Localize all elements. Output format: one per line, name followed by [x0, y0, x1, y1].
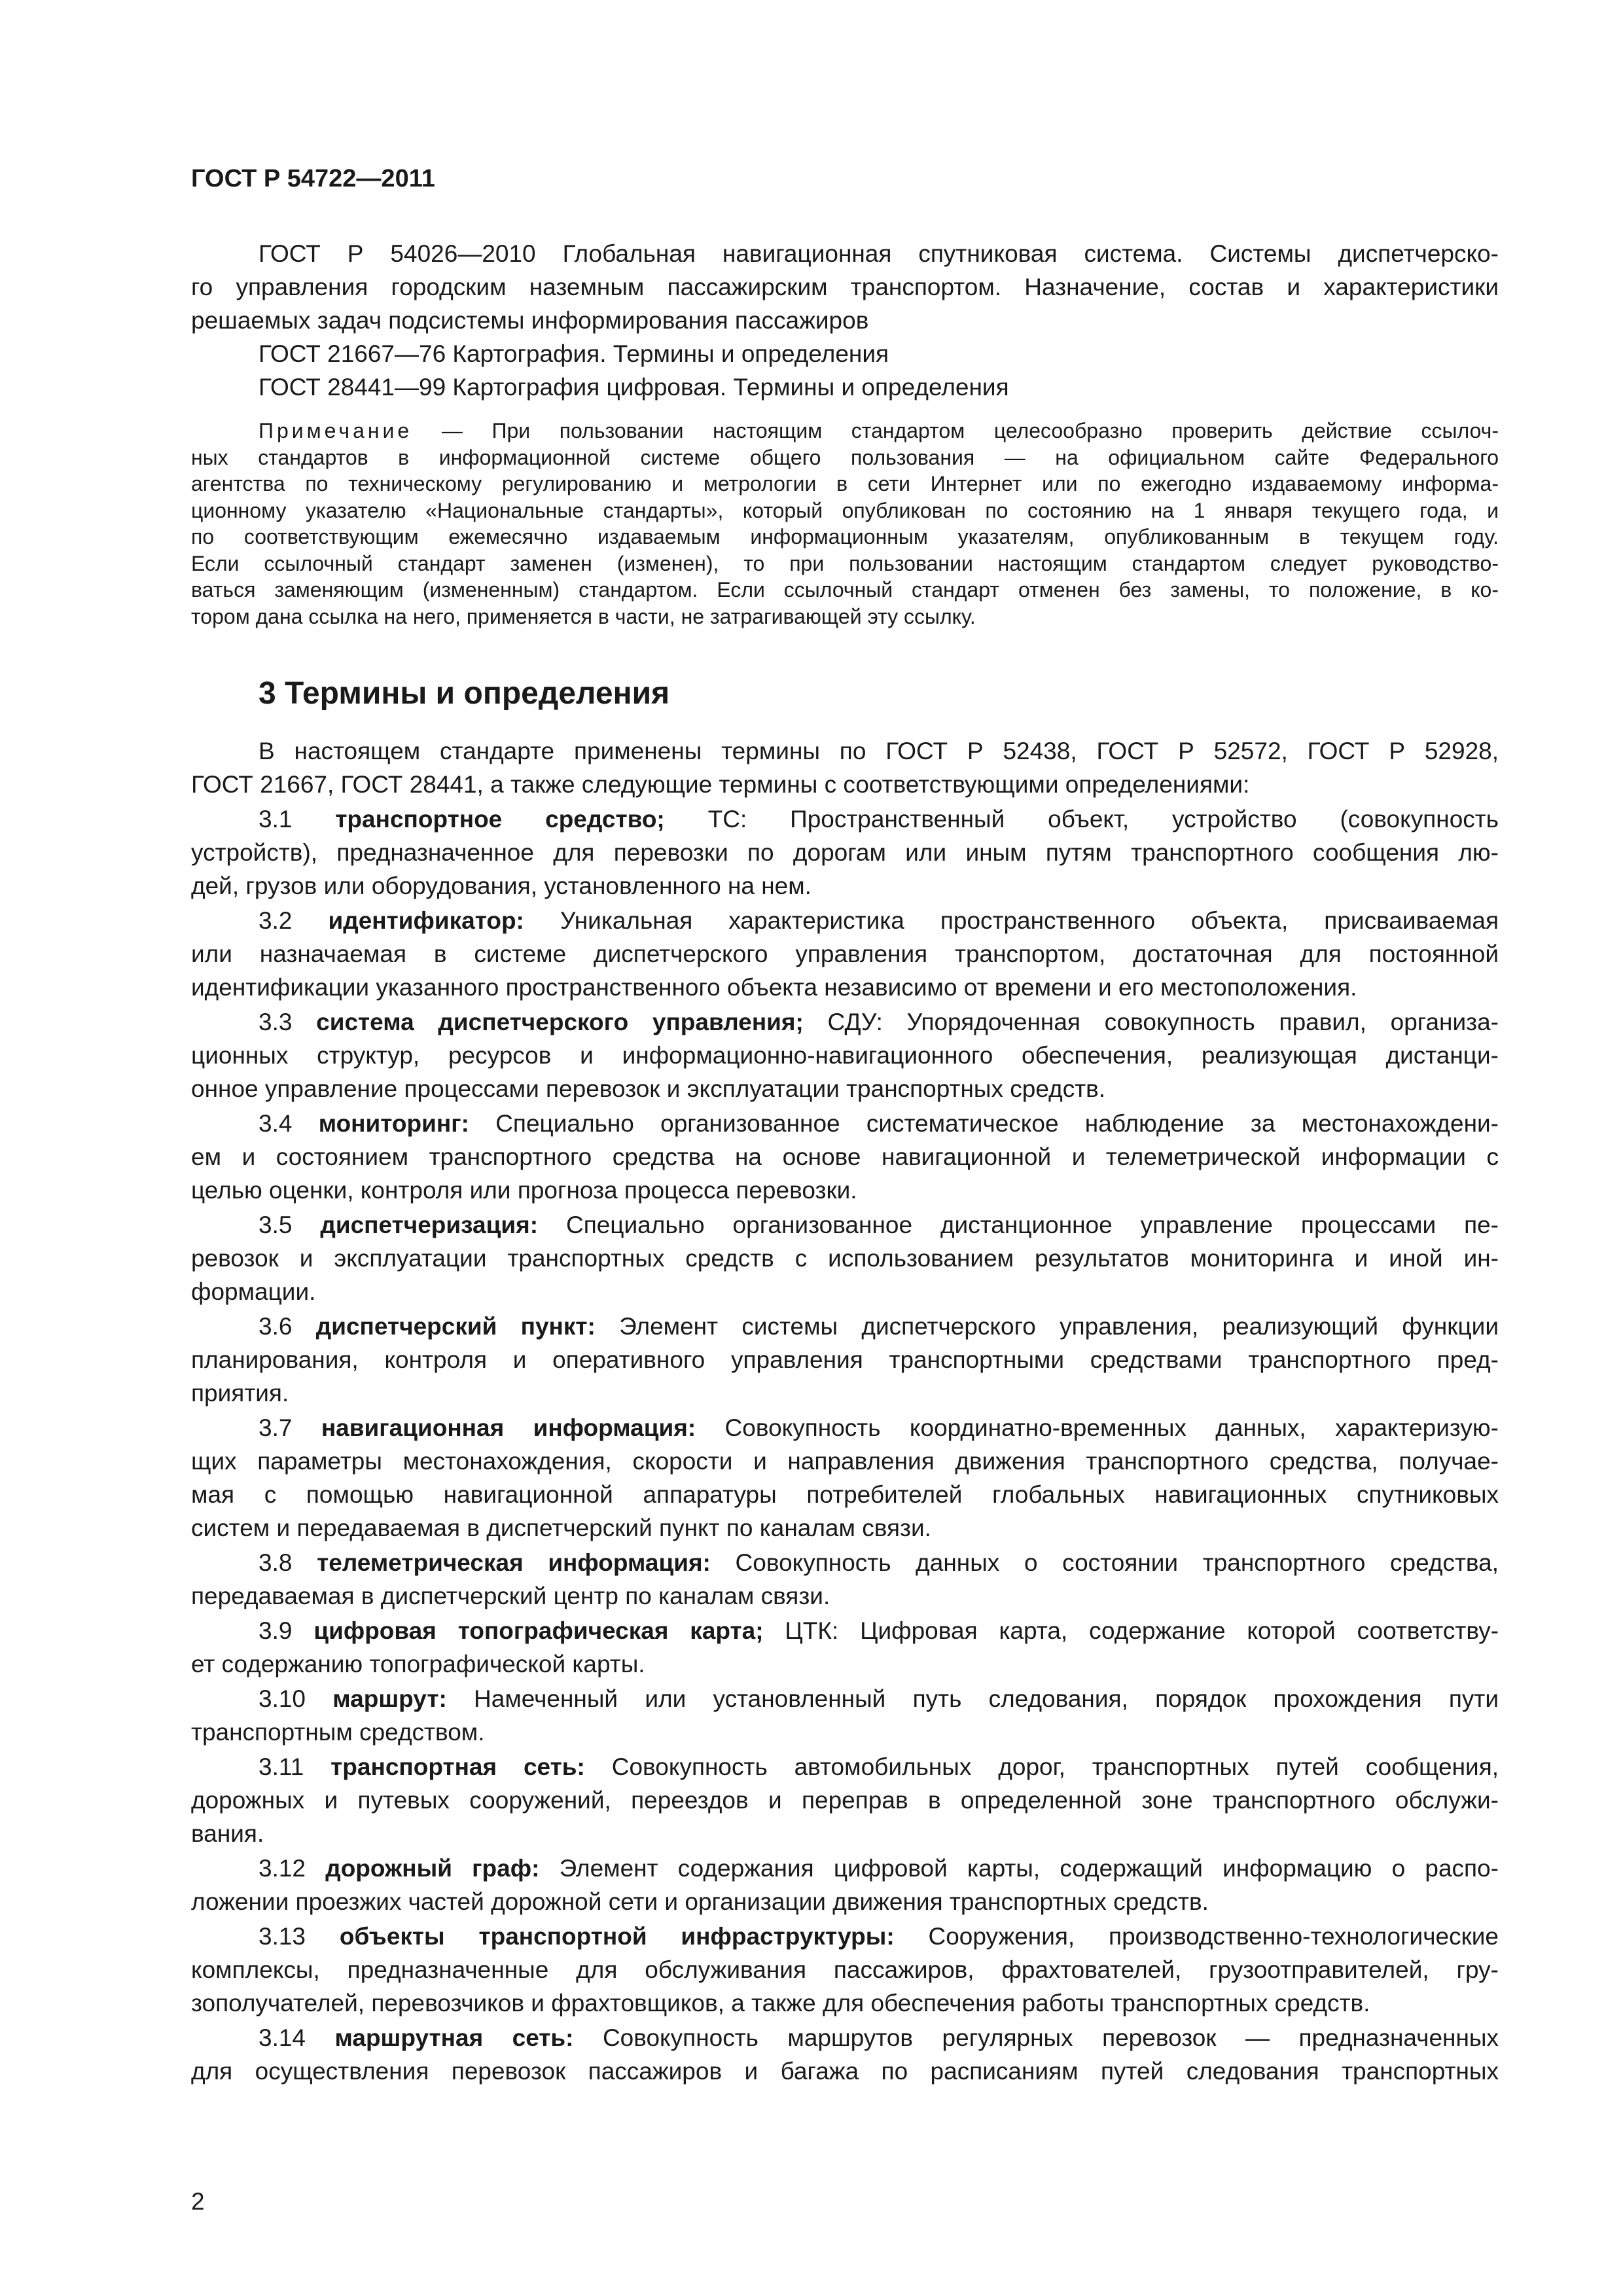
- document-code: ГОСТ Р 54722—2011: [191, 165, 435, 192]
- term-line: [191, 1920, 1499, 1953]
- term-number: 3.12: [259, 1855, 306, 1882]
- term-number: 3.4: [259, 1110, 293, 1137]
- term-title: система диспетчерского управления;: [316, 1009, 804, 1035]
- term-number: 3.14: [259, 2024, 306, 2051]
- term-definition-line: вания.: [191, 1820, 264, 1847]
- note-line: Если ссылочный стандарт заменен (изменен), то при пользовании настоящим стандартом следует руководство-: [191, 551, 1499, 575]
- term-definition-line: дей, грузов или оборудования, установленного на нем.: [191, 872, 812, 899]
- term-number: 3.9: [259, 1617, 293, 1644]
- note-label: Примечание: [259, 419, 413, 442]
- term-line: [191, 1614, 1499, 1647]
- term-line: [191, 1546, 1499, 1579]
- term-title: идентификатор:: [328, 907, 524, 934]
- term-title: объекты транспортной инфраструктуры:: [339, 1923, 895, 1950]
- term-definition-start: Намеченный или установленный путь следования, порядок прохождения пути: [446, 1685, 1499, 1712]
- term-number: 3.5: [259, 1211, 293, 1238]
- term-number: 3.7: [259, 1414, 293, 1441]
- term-number: 3.6: [259, 1313, 293, 1340]
- term-line: [191, 1005, 1499, 1039]
- term-title: цифровая топографическая карта;: [313, 1617, 764, 1644]
- term-definition-line: планирования, контроля и оперативного управления транспортными средствами транспортного пред-: [191, 1346, 1499, 1373]
- reference-line: го управления городским наземным пассажирским транспортом. Назначение, состав и характеристики: [191, 274, 1499, 300]
- intro-line: ГОСТ 21667, ГОСТ 28441, а также следующие термины с соответствующими определениями:: [191, 771, 1250, 798]
- note-line: ных стандартов в информационной системе общего пользования — на официальном сайте Федерального: [191, 445, 1499, 469]
- term-definition-line: ревозок и эксплуатации транспортных средств с использованием результатов мониторинга и иной ин-: [191, 1245, 1499, 1272]
- term-definition-start: Совокупность координатно-временных данных, характеризую-: [696, 1414, 1499, 1441]
- term-line: [191, 1852, 1499, 1885]
- term-definition-line: онное управление процессами перевозок и эксплуатации транспортных средств.: [191, 1075, 1106, 1102]
- term-definition-start: Специально организованное систематическое наблюдение за местонахождени-: [469, 1110, 1499, 1137]
- term-number: 3.8: [259, 1549, 293, 1576]
- term-number: 3.1: [259, 806, 293, 833]
- term-title: мониторинг:: [318, 1110, 469, 1137]
- term-line: [191, 2021, 1499, 2054]
- term-definition-start: Совокупность данных о состоянии транспортного средства,: [710, 1549, 1499, 1576]
- note-line: по соответствующим ежемесячно издаваемым информационным указателям, опубликованным в текущем году.: [191, 525, 1499, 548]
- term-definition-line: формации.: [191, 1278, 316, 1305]
- term-number: 3.11: [259, 1753, 304, 1780]
- reference-line: решаемых задач подсистемы информирования пассажиров: [191, 307, 869, 334]
- term-definition-line: для осуществления перевозок пассажиров и багажа по расписаниям путей следования транспортных: [191, 2058, 1499, 2085]
- term-line: [191, 802, 1499, 836]
- note-line: агентства по техническому регулированию и метрологии в сети Интернет или по ежегодно издаваемому информа-: [191, 472, 1499, 495]
- term-definition-start: Совокупность маршрутов регулярных перевозок — предназначенных: [573, 2024, 1499, 2051]
- term-definition-line: щих параметры местонахождения, скорости и направления движения транспортного средства, получае-: [191, 1448, 1499, 1475]
- term-line: [191, 1310, 1499, 1343]
- term-definition-line: ет содержанию топографической карты.: [191, 1651, 645, 1677]
- intro-line: В настоящем стандарте применены термины по ГОСТ Р 52438, ГОСТ Р 52572, ГОСТ Р 52928,: [259, 738, 1499, 764]
- term-definition-start: Совокупность автомобильных дорог, транспортных путей сообщения,: [584, 1753, 1499, 1780]
- term-title: маршрутная сеть:: [334, 2024, 574, 2051]
- section-heading: 3 Термины и определения: [259, 676, 670, 711]
- term-definition-start: Уникальная характеристика пространственного объекта, присваиваемая: [524, 907, 1499, 934]
- note-line: Примечание — При пользовании настоящим стандартом целесообразно проверить действие ссылоч-: [259, 419, 1499, 442]
- reference-line: ГОСТ Р 54026—2010 Глобальная навигационная спутниковая система. Системы диспетчерско-: [259, 240, 1499, 267]
- note-line: ваться заменяющим (измененным) стандартом. Если ссылочный стандарт отменен без замены, то положение, в ко-: [191, 578, 1499, 601]
- term-definition-line: ем и состоянием транспортного средства на основе навигационной и телеметрической информации с: [191, 1143, 1499, 1170]
- term-definition-line: приятия.: [191, 1380, 289, 1407]
- term-title: маршрут:: [332, 1685, 447, 1712]
- term-number: 3.3: [259, 1009, 293, 1035]
- term-definition-line: ложении проезжих частей дорожной сети и организации движения транспортных средств.: [191, 1888, 1209, 1915]
- term-title: диспетчеризация:: [320, 1211, 539, 1238]
- reference-line: ГОСТ 28441—99 Картография цифровая. Термины и определения: [259, 374, 1009, 401]
- term-number: 3.13: [259, 1923, 306, 1950]
- term-line: [191, 1682, 1499, 1715]
- term-definition-line: систем и передаваемая в диспетчерский пункт по каналам связи.: [191, 1515, 931, 1541]
- term-number: 3.2: [259, 907, 293, 934]
- term-title: дорожный граф:: [325, 1855, 540, 1882]
- term-title: транспортное средство;: [335, 806, 665, 833]
- term-title: диспетчерский пункт:: [315, 1313, 596, 1340]
- normative-references: [191, 237, 1499, 404]
- term-definition-start: ЦТК: Цифровая карта, содержание которой соответству-: [763, 1617, 1499, 1644]
- term-definition-line: мая с помощью навигационной аппаратуры потребителей глобальных навигационных спутниковых: [191, 1481, 1499, 1508]
- term-definition-start: Сооружения, производственно-технологические: [894, 1923, 1499, 1950]
- section-body: [191, 734, 1499, 2088]
- term-line: [191, 1411, 1499, 1444]
- term-title: телеметрическая информация:: [317, 1549, 711, 1576]
- term-definition-line: ционных структур, ресурсов и информационно-навигационного обеспечения, реализующая дистанци-: [191, 1042, 1499, 1069]
- term-definition-start: СДУ: Упорядоченная совокупность правил, организа-: [803, 1009, 1499, 1035]
- term-definition-line: устройств), предназначенное для перевозки по дорогам или иным путям транспортного сообщения лю-: [191, 839, 1499, 866]
- term-definition-line: идентификации указанного пространственного объекта независимо от времени и его местоположения.: [191, 974, 1357, 1001]
- term-definition-line: или назначаемая в системе диспетчерского управления транспортом, достаточная для постоянной: [191, 941, 1499, 967]
- term-number: 3.10: [259, 1685, 306, 1712]
- term-definition-start: Элемент системы диспетчерского управления, реализующий функции: [595, 1313, 1499, 1340]
- term-title: транспортная сеть:: [330, 1753, 585, 1780]
- term-definition-line: транспортным средством.: [191, 1719, 485, 1746]
- term-definition-line: целью оценки, контроля или прогноза процесса перевозки.: [191, 1177, 857, 1204]
- page-number: 2: [191, 2188, 205, 2215]
- term-definition-line: передаваемая в диспетчерский центр по каналам связи.: [191, 1583, 830, 1609]
- term-line: [191, 904, 1499, 937]
- term-line: [191, 1750, 1499, 1784]
- term-definition-start: Специально организованное дистанционное управление процессами пе-: [538, 1211, 1499, 1238]
- term-line: [191, 1208, 1499, 1242]
- term-definition-start: Элемент содержания цифровой карты, содержащий информацию о распо-: [539, 1855, 1499, 1882]
- note-block: [191, 418, 1499, 630]
- term-line: [191, 1107, 1499, 1140]
- term-definition-line: дорожных и путевых сооружений, переездов и переправ в определенной зоне транспортного обслужи-: [191, 1787, 1499, 1814]
- term-title: навигационная информация:: [321, 1414, 696, 1441]
- term-definition-line: зополучателей, перевозчиков и фрахтовщиков, а также для обеспечения работы транспортных средств.: [191, 1990, 1370, 2017]
- note-line: ционному указателю «Национальные стандарты», который опубликован по состоянию на 1 января текущего года, и: [191, 498, 1499, 522]
- reference-line: ГОСТ 21667—76 Картография. Термины и определения: [259, 340, 889, 367]
- note-line: тором дана ссылка на него, применяется в части, не затрагивающей эту ссылку.: [191, 604, 976, 628]
- term-definition-line: комплексы, предназначенные для обслуживания пассажиров, фрахтователей, грузоотправителей, гру-: [191, 1956, 1499, 1983]
- term-definition-start: ТС: Пространственный объект, устройство (совокупность: [664, 806, 1499, 833]
